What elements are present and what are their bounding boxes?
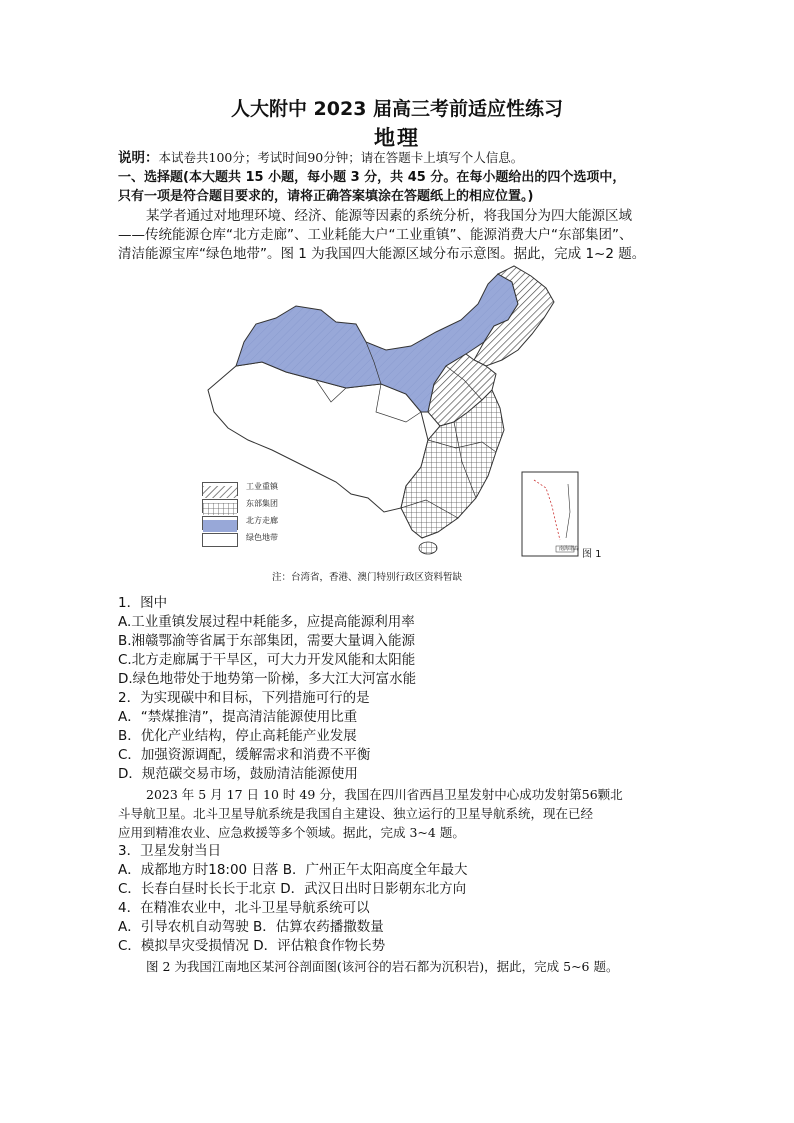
q3-options-row2: C．长春白昼时长长于北京 D．武汉日出时日影朝东北方向 <box>118 881 467 897</box>
q1-option-b: B.湘赣鄂渝等省属于东部集团，需要大量调入能源 <box>118 633 416 649</box>
q1-option-c: C.北方走廊属于干旱区，可大力开发风能和太阳能 <box>118 652 416 668</box>
q3-stem: 3．卫星发射当日 <box>118 843 222 859</box>
exam-title: 人大附中 2023 届高三考前适应性练习 <box>230 98 564 120</box>
q1-option-a: A.工业重镇发展过程中耗能多，应提高能源利用率 <box>118 614 415 630</box>
south-china-sea-inset <box>522 472 578 556</box>
q1-option-d: D.绿色地带处于地势第一阶梯，多大江大河富水能 <box>118 671 417 687</box>
legend-swatch-blue <box>202 516 238 530</box>
legend-label: 绿色地带 <box>246 533 278 542</box>
passage2-line3: 应用到精准农业、应急救援等多个领域。据此，完成 3~4 题。 <box>118 825 465 840</box>
intro-line2: ——传统能源仓库“北方走廊”、工业耗能大户“工业重镇”、能源消费大户“东部集团”、 <box>118 227 633 243</box>
q4-stem: 4．在精准农业中，北斗卫星导航系统可以 <box>118 900 370 916</box>
q1-stem: 1．图中 <box>118 595 168 611</box>
instructions <box>118 148 523 168</box>
intro-line1: 某学者通过对地理环境、经济、能源等因素的系统分析，将我国分为四大能源区域 <box>146 208 632 224</box>
inset-label: 南海诸岛 <box>559 546 580 552</box>
q4-options-row2: C．模拟旱灾受损情况 D．评估粮食作物长势 <box>118 938 386 954</box>
q4-options-row1: A．引导农机自动驾驶 B．估算农药播撒数量 <box>118 919 384 935</box>
intro-line3: 清洁能源宝库“绿色地带”。图 1 为我国四大能源区域分布示意图。据此，完成 1~2 题。 <box>118 246 646 262</box>
q2-option-a: A．“禁煤推清”，提高清洁能源使用比重 <box>118 709 358 725</box>
legend-label: 北方走廊 <box>246 516 278 525</box>
q2-option-d: D．规范碳交易市场，鼓励清洁能源使用 <box>118 766 358 782</box>
figure-1-note: 注：台湾省，香港、澳门特别行政区资料暂缺 <box>272 572 463 583</box>
legend-swatch-white <box>202 533 238 547</box>
passage2-line2: 斗导航卫星。北斗卫星导航系统是我国自主建设、独立运行的卫星导航系统，现在已经 <box>118 806 594 821</box>
legend-label: 东部集团 <box>246 499 278 508</box>
legend-swatch-grid <box>202 499 238 513</box>
q2-stem: 2．为实现碳中和目标，下列措施可行的是 <box>118 690 370 706</box>
section-heading-line1: 一、选择题(本大题共 15 小题，每小题 3 分，共 45 分。在每小题给出的四个选项中， <box>118 170 626 185</box>
passage2-line1: 2023 年 5 月 17 日 10 时 49 分，我国在四川省西昌卫星发射中心成功发射第56颗北 <box>146 787 623 802</box>
hainan-island <box>419 542 437 554</box>
subject-title: 地理 <box>374 126 420 150</box>
instructions-label: 说明： <box>118 150 159 166</box>
q3-options-row1: A．成都地方时18:00 日落 B．广州正午太阳高度全年最大 <box>118 862 468 878</box>
section-heading-line2: 只有一项是符合题目要求的，请将正确答案填涂在答题纸上的相应位置。) <box>118 189 534 204</box>
legend-label: 工业重镇 <box>246 482 278 491</box>
q2-option-c: C．加强资源调配，缓解需求和消费不平衡 <box>118 747 371 763</box>
figure-1-label: 图 1 <box>582 549 602 560</box>
passage3: 图 2 为我国江南地区某河谷剖面图(该河谷的岩石都为沉积岩)，据此，完成 5~6 题。 <box>146 959 619 974</box>
instructions-text: 本试卷共100分；考试时间90分钟；请在答题卡上填写个人信息。 <box>158 150 524 165</box>
legend-swatch-hatch <box>202 482 238 496</box>
q2-option-b: B．优化产业结构，停止高耗能产业发展 <box>118 728 357 744</box>
